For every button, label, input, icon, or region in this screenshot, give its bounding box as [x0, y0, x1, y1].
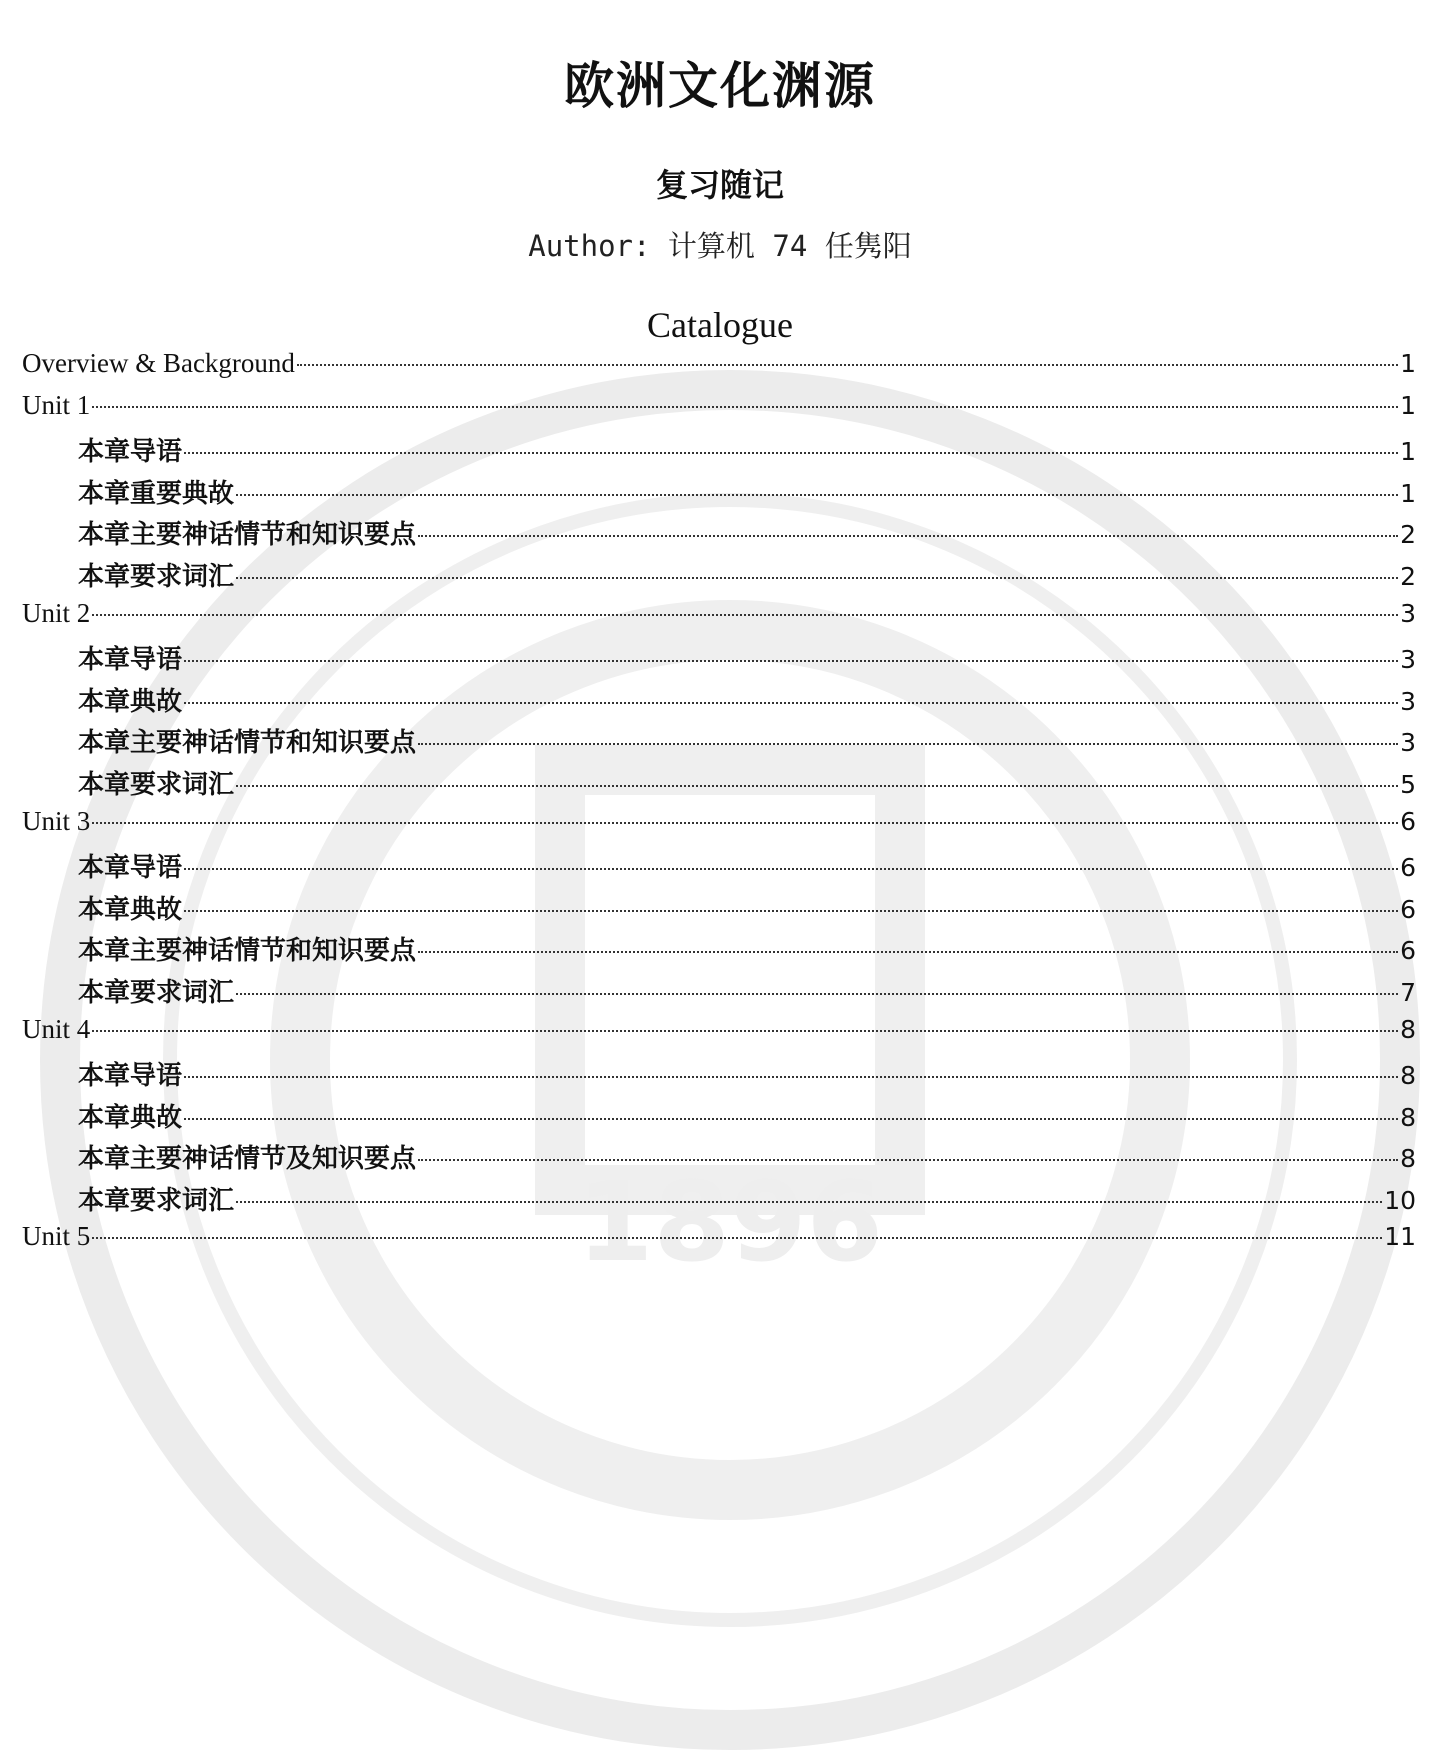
toc-entry-page: 2	[1400, 561, 1416, 591]
toc-entry-label: 本章要求词汇	[78, 1185, 235, 1216]
catalogue-heading: Catalogue	[647, 305, 793, 345]
toc-entry[interactable]	[22, 930, 1416, 972]
toc-entry-label: 本章要求词汇	[78, 977, 235, 1008]
dot-leader	[184, 1076, 1398, 1078]
toc-entry[interactable]	[22, 1180, 1416, 1222]
toc-entry[interactable]	[22, 473, 1416, 515]
dot-leader	[184, 452, 1398, 454]
toc-entry[interactable]	[22, 722, 1416, 764]
toc-entry-page: 3	[1400, 598, 1416, 628]
toc-entry[interactable]	[22, 390, 1416, 432]
document-title: 欧洲文化渊源	[564, 58, 876, 114]
dot-leader	[92, 822, 1398, 824]
toc-entry-label: Unit 4	[22, 1013, 91, 1044]
toc-entry[interactable]	[22, 1014, 1416, 1056]
dot-leader	[297, 364, 1398, 366]
toc-entry[interactable]	[22, 1221, 1416, 1263]
dot-leader	[184, 1118, 1398, 1120]
toc-entry[interactable]	[22, 847, 1416, 889]
dot-leader	[92, 1237, 1382, 1239]
toc-entry-page: 8	[1400, 1014, 1416, 1044]
dot-leader	[184, 868, 1398, 870]
toc-entry[interactable]	[22, 431, 1416, 473]
toc-entry-label: Unit 2	[22, 597, 91, 628]
dot-leader	[184, 910, 1398, 912]
toc-entry-label: 本章主要神话情节和知识要点	[78, 728, 417, 759]
dot-leader	[184, 660, 1398, 662]
toc-entry-label: Overview & Background	[22, 348, 295, 378]
toc-entry-label: 本章导语	[78, 437, 183, 468]
toc-entry-label: 本章主要神话情节及知识要点	[78, 1144, 417, 1175]
toc-entry[interactable]	[22, 348, 1416, 390]
toc-entry-page: 3	[1400, 728, 1416, 758]
toc-entry-page: 5	[1400, 769, 1416, 799]
dot-leader	[236, 577, 1398, 579]
toc-entry[interactable]	[22, 556, 1416, 598]
toc-entry-label: Unit 5	[22, 1221, 91, 1252]
toc-entry-label: 本章要求词汇	[78, 769, 235, 800]
toc-entry[interactable]	[22, 639, 1416, 681]
svg-text:1896: 1896	[576, 1158, 884, 1286]
toc-entry-page: 7	[1400, 977, 1416, 1007]
dot-leader	[92, 1030, 1398, 1032]
toc-entry[interactable]	[22, 1097, 1416, 1139]
toc-entry-page: 3	[1400, 645, 1416, 675]
toc-entry-page: 8	[1400, 1102, 1416, 1132]
dot-leader	[92, 406, 1398, 408]
toc-entry-page: 11	[1384, 1222, 1416, 1252]
toc-entry[interactable]	[22, 1138, 1416, 1180]
document-subtitle: 复习随记	[655, 167, 784, 203]
toc-entry-label: 本章导语	[78, 645, 183, 676]
toc-entry-page: 6	[1400, 936, 1416, 966]
toc-entry-label: 本章典故	[78, 1102, 183, 1133]
toc-entry-page: 8	[1400, 1144, 1416, 1174]
toc-entry-label: 本章典故	[78, 686, 183, 717]
toc-entry[interactable]	[22, 972, 1416, 1014]
dot-leader	[418, 951, 1398, 953]
dot-leader	[236, 494, 1398, 496]
toc-entry[interactable]	[22, 1055, 1416, 1097]
toc-entry-label: 本章主要神话情节和知识要点	[78, 520, 417, 551]
author-line: Author: 计算机 74 任隽阳	[528, 229, 912, 263]
toc-entry-page: 8	[1400, 1061, 1416, 1091]
toc-entry-label: Unit 3	[22, 805, 91, 836]
table-of-contents	[22, 348, 1416, 1263]
toc-entry-label: 本章要求词汇	[78, 561, 235, 592]
dot-leader	[184, 702, 1398, 704]
dot-leader	[236, 993, 1398, 995]
toc-entry-label: 本章主要神话情节和知识要点	[78, 936, 417, 967]
toc-entry[interactable]	[22, 514, 1416, 556]
toc-entry-label: 本章导语	[78, 853, 183, 884]
toc-entry-page: 6	[1400, 894, 1416, 924]
dot-leader	[236, 785, 1398, 787]
dot-leader	[418, 535, 1398, 537]
toc-entry-page: 6	[1400, 806, 1416, 836]
toc-entry-page: 10	[1384, 1185, 1416, 1215]
dot-leader	[418, 743, 1398, 745]
toc-entry-label: 本章导语	[78, 1061, 183, 1092]
toc-entry-page: 6	[1400, 853, 1416, 883]
dot-leader	[92, 614, 1398, 616]
toc-entry-label: 本章典故	[78, 894, 183, 925]
toc-entry[interactable]	[22, 889, 1416, 931]
dot-leader	[418, 1159, 1398, 1161]
toc-entry[interactable]	[22, 806, 1416, 848]
toc-entry-page: 1	[1400, 390, 1416, 420]
toc-entry[interactable]	[22, 681, 1416, 723]
toc-entry[interactable]	[22, 764, 1416, 806]
toc-entry-label: 本章重要典故	[78, 478, 235, 509]
toc-entry-page: 1	[1400, 437, 1416, 467]
toc-entry-page: 1	[1400, 478, 1416, 508]
toc-entry-label: Unit 1	[22, 389, 91, 420]
toc-entry-page: 2	[1400, 520, 1416, 550]
toc-entry[interactable]	[22, 598, 1416, 640]
toc-entry-page: 1	[1400, 349, 1416, 378]
toc-entry-page: 3	[1400, 686, 1416, 716]
dot-leader	[236, 1201, 1382, 1203]
